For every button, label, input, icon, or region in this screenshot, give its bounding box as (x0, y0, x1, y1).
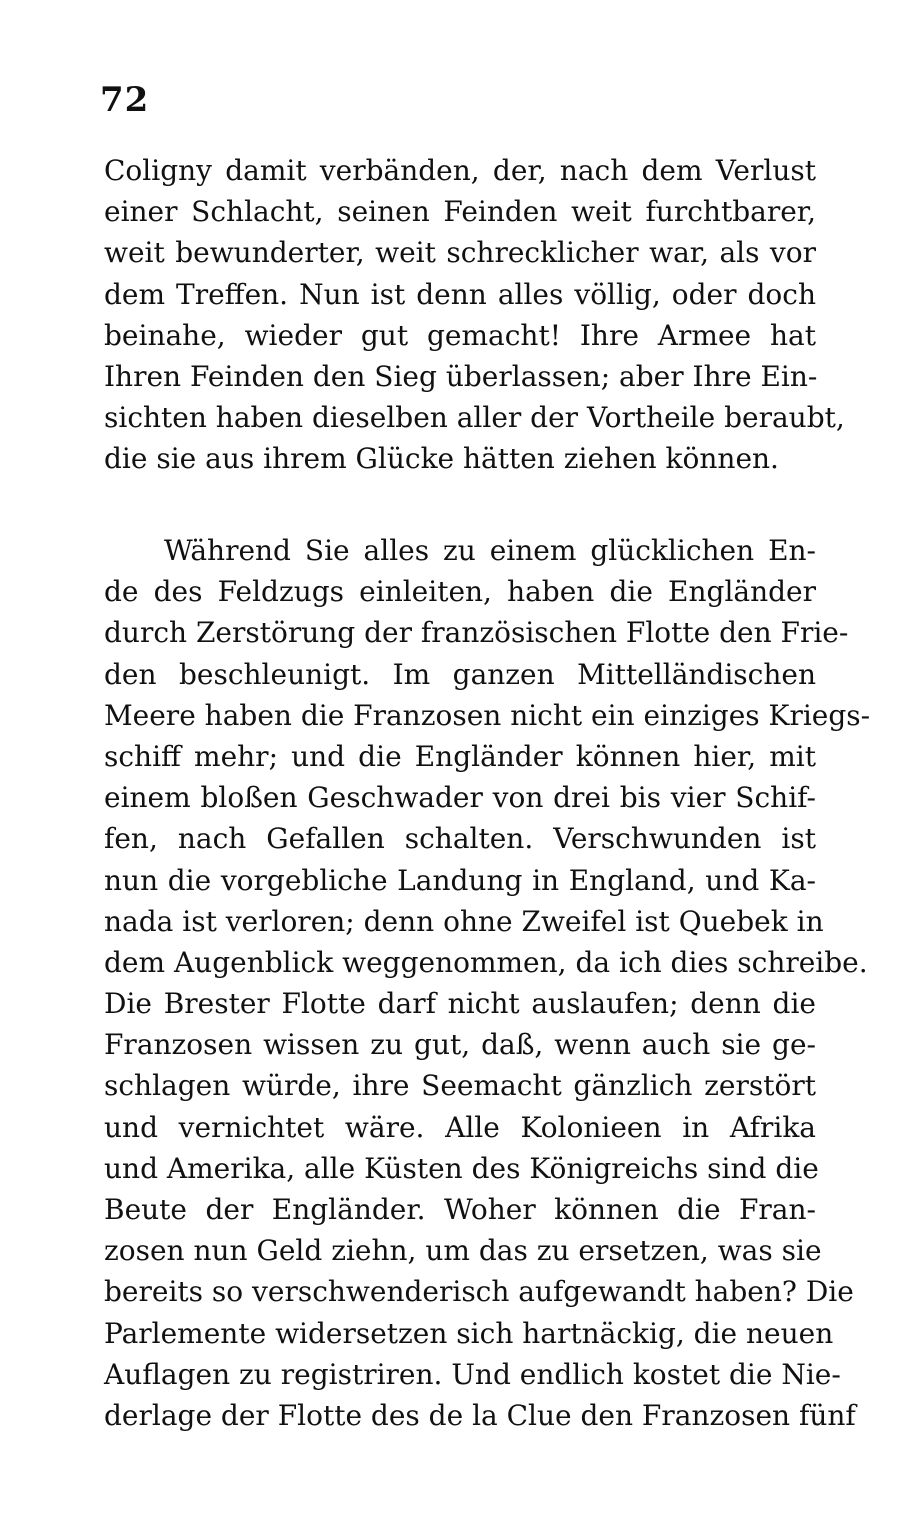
text-line: einer Schlacht, seinen Feinden weit furchtbarer, (104, 195, 816, 229)
text-line: derlage der Flotte des de la Clue den Franzosen fünf (104, 1398, 856, 1432)
text-line: bereits so verschwenderisch aufgewandt haben? Die (104, 1275, 854, 1309)
text-line: nada ist verloren; denn ohne Zweifel ist Quebek in (104, 904, 824, 938)
text-line: sichten haben dieselben aller der Vortheile beraubt, (104, 401, 845, 435)
text-line: Meere haben die Franzosen nicht ein einziges Kriegs- (104, 698, 871, 732)
text-line: den beschleunigt. Im ganzen Mittelländischen (104, 657, 816, 691)
text-line: dem Treffen. Nun ist denn alles völlig, oder doch (104, 277, 816, 311)
text-line: schiff mehr; und die Engländer können hier, mit (104, 739, 816, 773)
paragraph (104, 150, 845, 480)
text-line: die sie aus ihrem Glücke hätten ziehen können. (104, 442, 779, 476)
text-line: zosen nun Geld ziehn, um das zu ersetzen, was sie (104, 1234, 822, 1268)
text-line: nun die vorgebliche Landung in England, und Ka- (104, 863, 816, 897)
text-line: Während Sie alles zu einem glücklichen En- (164, 534, 816, 567)
paragraph (104, 530, 871, 1436)
text-line: Ihren Feinden den Sieg überlassen; aber Ihre Ein- (104, 359, 818, 393)
text-line: Franzosen wissen zu gut, daß, wenn auch sie ge- (104, 1028, 816, 1062)
text-line: Coligny damit verbänden, der, nach dem Verlust (104, 154, 816, 187)
page-number: 72 (100, 80, 150, 120)
text-line: Parlemente widersetzen sich hartnäckig, die neuen (104, 1316, 834, 1350)
text-line: weit bewunderter, weit schrecklicher war, als vor (104, 236, 816, 270)
text-line: und Amerika, alle Küsten des Königreichs sind die (104, 1151, 819, 1185)
text-line: einem bloßen Geschwader von drei bis vier Schif- (104, 781, 816, 815)
text-line: schlagen würde, ihre Seemacht gänzlich zerstört (104, 1069, 816, 1103)
text-line: de des Feldzugs einleiten, haben die Engländer (104, 575, 816, 609)
text-line: beinahe, wieder gut gemacht! Ihre Armee hat (104, 318, 816, 352)
text-line: Die Brester Flotte darf nicht auslaufen; denn die (104, 987, 816, 1021)
text-line: dem Augenblick weggenommen, da ich dies schreibe. (104, 945, 868, 979)
text-line: Auflagen zu registriren. Und endlich kostet die Nie- (104, 1357, 841, 1391)
text-line: und vernichtet wäre. Alle Kolonieen in Afrika (104, 1110, 816, 1144)
text-line: durch Zerstörung der französischen Flotte den Frie- (104, 616, 849, 650)
text-line: fen, nach Gefallen schalten. Verschwunden ist (104, 822, 816, 856)
text-line: Beute der Engländer. Woher können die Fran- (104, 1193, 816, 1226)
